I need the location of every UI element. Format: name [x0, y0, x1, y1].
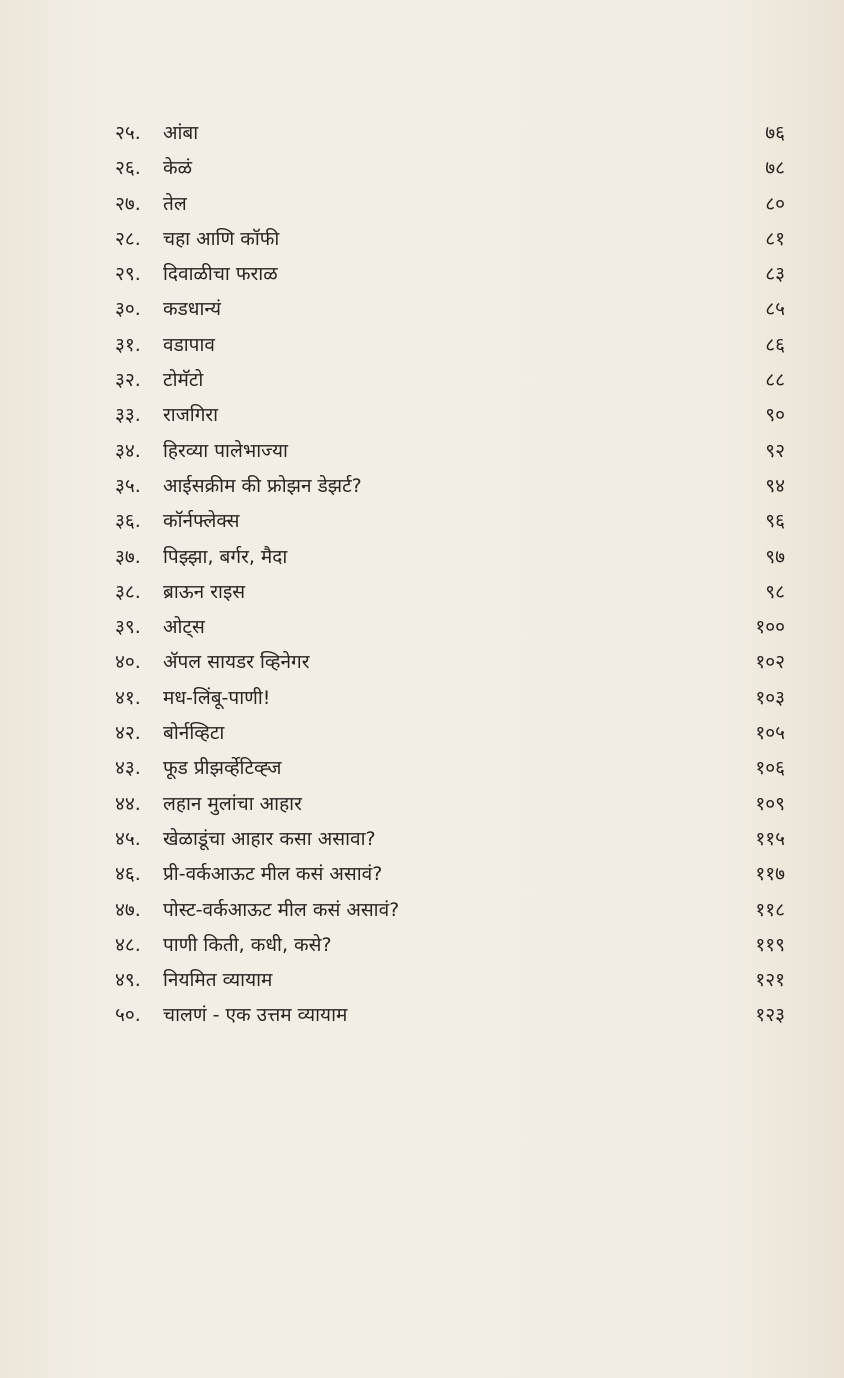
toc-entry-title: चालणं - एक उत्तम व्यायाम	[163, 1004, 348, 1027]
toc-entry-number: ३८.	[115, 580, 141, 603]
toc-entry-number: ४०.	[115, 651, 141, 674]
toc-entry-label	[115, 151, 192, 186]
toc-entry-page: १००	[755, 616, 785, 639]
toc-entry	[115, 328, 785, 363]
toc-entry-label	[115, 328, 215, 363]
toc-entry	[115, 822, 785, 857]
toc-entry-title: ब्राऊन राइस	[163, 580, 246, 603]
toc-entry-number: ४१.	[115, 686, 141, 709]
toc-entry-number: ३२.	[115, 369, 141, 392]
toc-entry-title: ओट्स	[163, 616, 205, 639]
toc-entry-page: १०६	[755, 757, 785, 780]
toc-entry-title: तेल	[163, 192, 187, 215]
toc-entry	[115, 963, 785, 998]
toc-entry	[115, 610, 785, 645]
toc-entry-title: पोस्ट-वर्कआऊट मील कसं असावं?	[163, 898, 400, 921]
toc-entry	[115, 751, 785, 786]
toc-entry-label	[115, 998, 347, 1033]
toc-entry-label	[115, 116, 198, 151]
toc-entry-page: ९८	[765, 580, 785, 603]
toc-entry	[115, 469, 785, 504]
toc-entry-page: ८५	[765, 298, 785, 321]
toc-entry	[115, 645, 785, 680]
toc-entry-page: १२३	[755, 1004, 785, 1027]
toc-entry	[115, 187, 785, 222]
toc-entry-title: खेळाडूंचा आहार कसा असावा?	[163, 827, 376, 850]
toc-entry-label	[115, 575, 245, 610]
toc-entry-label	[115, 963, 272, 998]
toc-entry-title: आंबा	[163, 122, 199, 144]
toc-entry-label	[115, 504, 239, 539]
toc-entry-page: ९७	[765, 545, 785, 568]
toc-entry-label	[115, 822, 376, 857]
toc-entry-page: ८६	[765, 333, 785, 356]
toc-entry-page: ११८	[755, 898, 785, 921]
toc-entry-number: ४७.	[115, 898, 141, 921]
toc-entry-page: ९२	[765, 439, 785, 462]
toc-entry	[115, 540, 785, 575]
toc-entry-page: ८८	[765, 369, 785, 392]
toc-entry-label	[115, 398, 218, 433]
table-of-contents	[115, 116, 785, 1034]
toc-entry-title: आईसक्रीम की फ्रोझन डेझर्ट?	[163, 474, 362, 497]
toc-entry-page: १०२	[755, 651, 785, 674]
toc-entry-number: २६.	[115, 157, 141, 180]
toc-entry	[115, 434, 785, 469]
toc-entry-title: राजगिरा	[163, 404, 219, 427]
toc-entry-label	[115, 540, 287, 575]
toc-entry-page: ११५	[755, 827, 785, 850]
toc-entry-number: २७.	[115, 192, 141, 215]
toc-entry-title: पाणी किती, कधी, कसे?	[163, 933, 332, 956]
toc-entry-page: १२१	[755, 969, 785, 992]
toc-entry-number: ३७.	[115, 545, 141, 568]
toc-entry-label	[115, 928, 332, 963]
toc-entry-page: ९६	[765, 510, 785, 533]
toc-entry-label	[115, 857, 382, 892]
toc-entry-title: चहा आणि कॉफी	[163, 227, 280, 250]
toc-entry-title: केळं	[163, 157, 193, 180]
toc-entry-title: टोमॅटो	[163, 369, 204, 392]
toc-entry-page: ८१	[765, 227, 785, 250]
toc-entry	[115, 928, 785, 963]
toc-entry-page: १०५	[755, 722, 785, 745]
toc-entry-page: ९४	[765, 474, 785, 497]
toc-entry	[115, 257, 785, 292]
toc-entry-title: हिरव्या पालेभाज्या	[163, 439, 288, 462]
toc-entry	[115, 504, 785, 539]
toc-entry-number: ४६.	[115, 863, 141, 886]
toc-entry-label	[115, 716, 224, 751]
toc-entry-label	[115, 787, 302, 822]
toc-entry-label	[115, 610, 205, 645]
toc-entry-page: ११९	[755, 933, 785, 956]
toc-entry-title: मध-लिंबू-पाणी!	[163, 686, 271, 709]
toc-entry-page: १०९	[755, 792, 785, 815]
toc-entry	[115, 151, 785, 186]
toc-entry-title: नियमित व्यायाम	[163, 969, 273, 992]
toc-entry-title: ॲपल सायडर व्हिनेगर	[163, 651, 310, 674]
toc-entry-label	[115, 751, 282, 786]
toc-entry-label	[115, 681, 270, 716]
toc-entry-label	[115, 893, 399, 928]
toc-entry-title: दिवाळीचा फराळ	[163, 263, 278, 286]
toc-entry-page: ८३	[765, 263, 785, 286]
toc-entry-label	[115, 363, 203, 398]
toc-entry	[115, 116, 785, 151]
toc-entry-number: ३१.	[115, 333, 141, 356]
toc-entry-title: बोर्नव्हिटा	[163, 722, 225, 745]
toc-entry-title: पिझ्झा, बर्गर, मैदा	[163, 545, 288, 568]
toc-entry-label	[115, 222, 279, 257]
toc-entry-title: फूड प्रीझर्व्हेटिव्ह्ज	[163, 757, 282, 780]
toc-entry-number: २९.	[115, 263, 141, 286]
toc-entry-number: ४४.	[115, 792, 141, 815]
toc-entry	[115, 681, 785, 716]
toc-entry-number: ४८.	[115, 933, 141, 956]
toc-entry	[115, 363, 785, 398]
toc-entry-label	[115, 187, 187, 222]
toc-entry-number: ३४.	[115, 439, 141, 462]
toc-entry	[115, 575, 785, 610]
toc-entry	[115, 292, 785, 327]
toc-entry	[115, 893, 785, 928]
toc-entry-title: लहान मुलांचा आहार	[163, 792, 302, 815]
toc-entry-number: २८.	[115, 227, 141, 250]
toc-entry-number: ३५.	[115, 474, 141, 497]
toc-entry-label	[115, 292, 221, 327]
toc-entry-number: ४९.	[115, 969, 141, 992]
toc-entry	[115, 787, 785, 822]
toc-entry	[115, 398, 785, 433]
toc-entry-number: ४५.	[115, 827, 141, 850]
toc-entry-page: ११७	[755, 863, 785, 886]
toc-entry	[115, 716, 785, 751]
toc-entry-number: ३९.	[115, 616, 141, 639]
toc-entry-page: ८०	[765, 192, 785, 215]
toc-entry-label	[115, 645, 310, 680]
toc-entry-title: वडापाव	[163, 333, 215, 356]
toc-entry-page: ९०	[765, 404, 785, 427]
toc-entry-title: प्री-वर्कआऊट मील कसं असावं?	[163, 863, 383, 886]
toc-entry-number: ४२.	[115, 722, 141, 745]
toc-entry-number: ३६.	[115, 510, 141, 533]
toc-entry-number: ३३.	[115, 404, 141, 427]
toc-entry-number: ३०.	[115, 298, 141, 321]
toc-entry	[115, 857, 785, 892]
toc-entry-label	[115, 257, 278, 292]
toc-entry-title: कडधान्यं	[163, 298, 221, 321]
toc-entry-number: २५.	[115, 122, 141, 144]
toc-entry-page: १०३	[755, 686, 785, 709]
toc-entry	[115, 998, 785, 1033]
toc-entry-label	[115, 434, 288, 469]
toc-entry	[115, 222, 785, 257]
toc-entry-label	[115, 469, 362, 504]
toc-entry-page: ७६	[765, 122, 785, 144]
toc-entry-page: ७८	[765, 157, 785, 180]
toc-entry-number: ५०.	[115, 1004, 141, 1027]
toc-entry-number: ४३.	[115, 757, 141, 780]
toc-entry-title: कॉर्नफ्लेक्स	[163, 510, 240, 533]
